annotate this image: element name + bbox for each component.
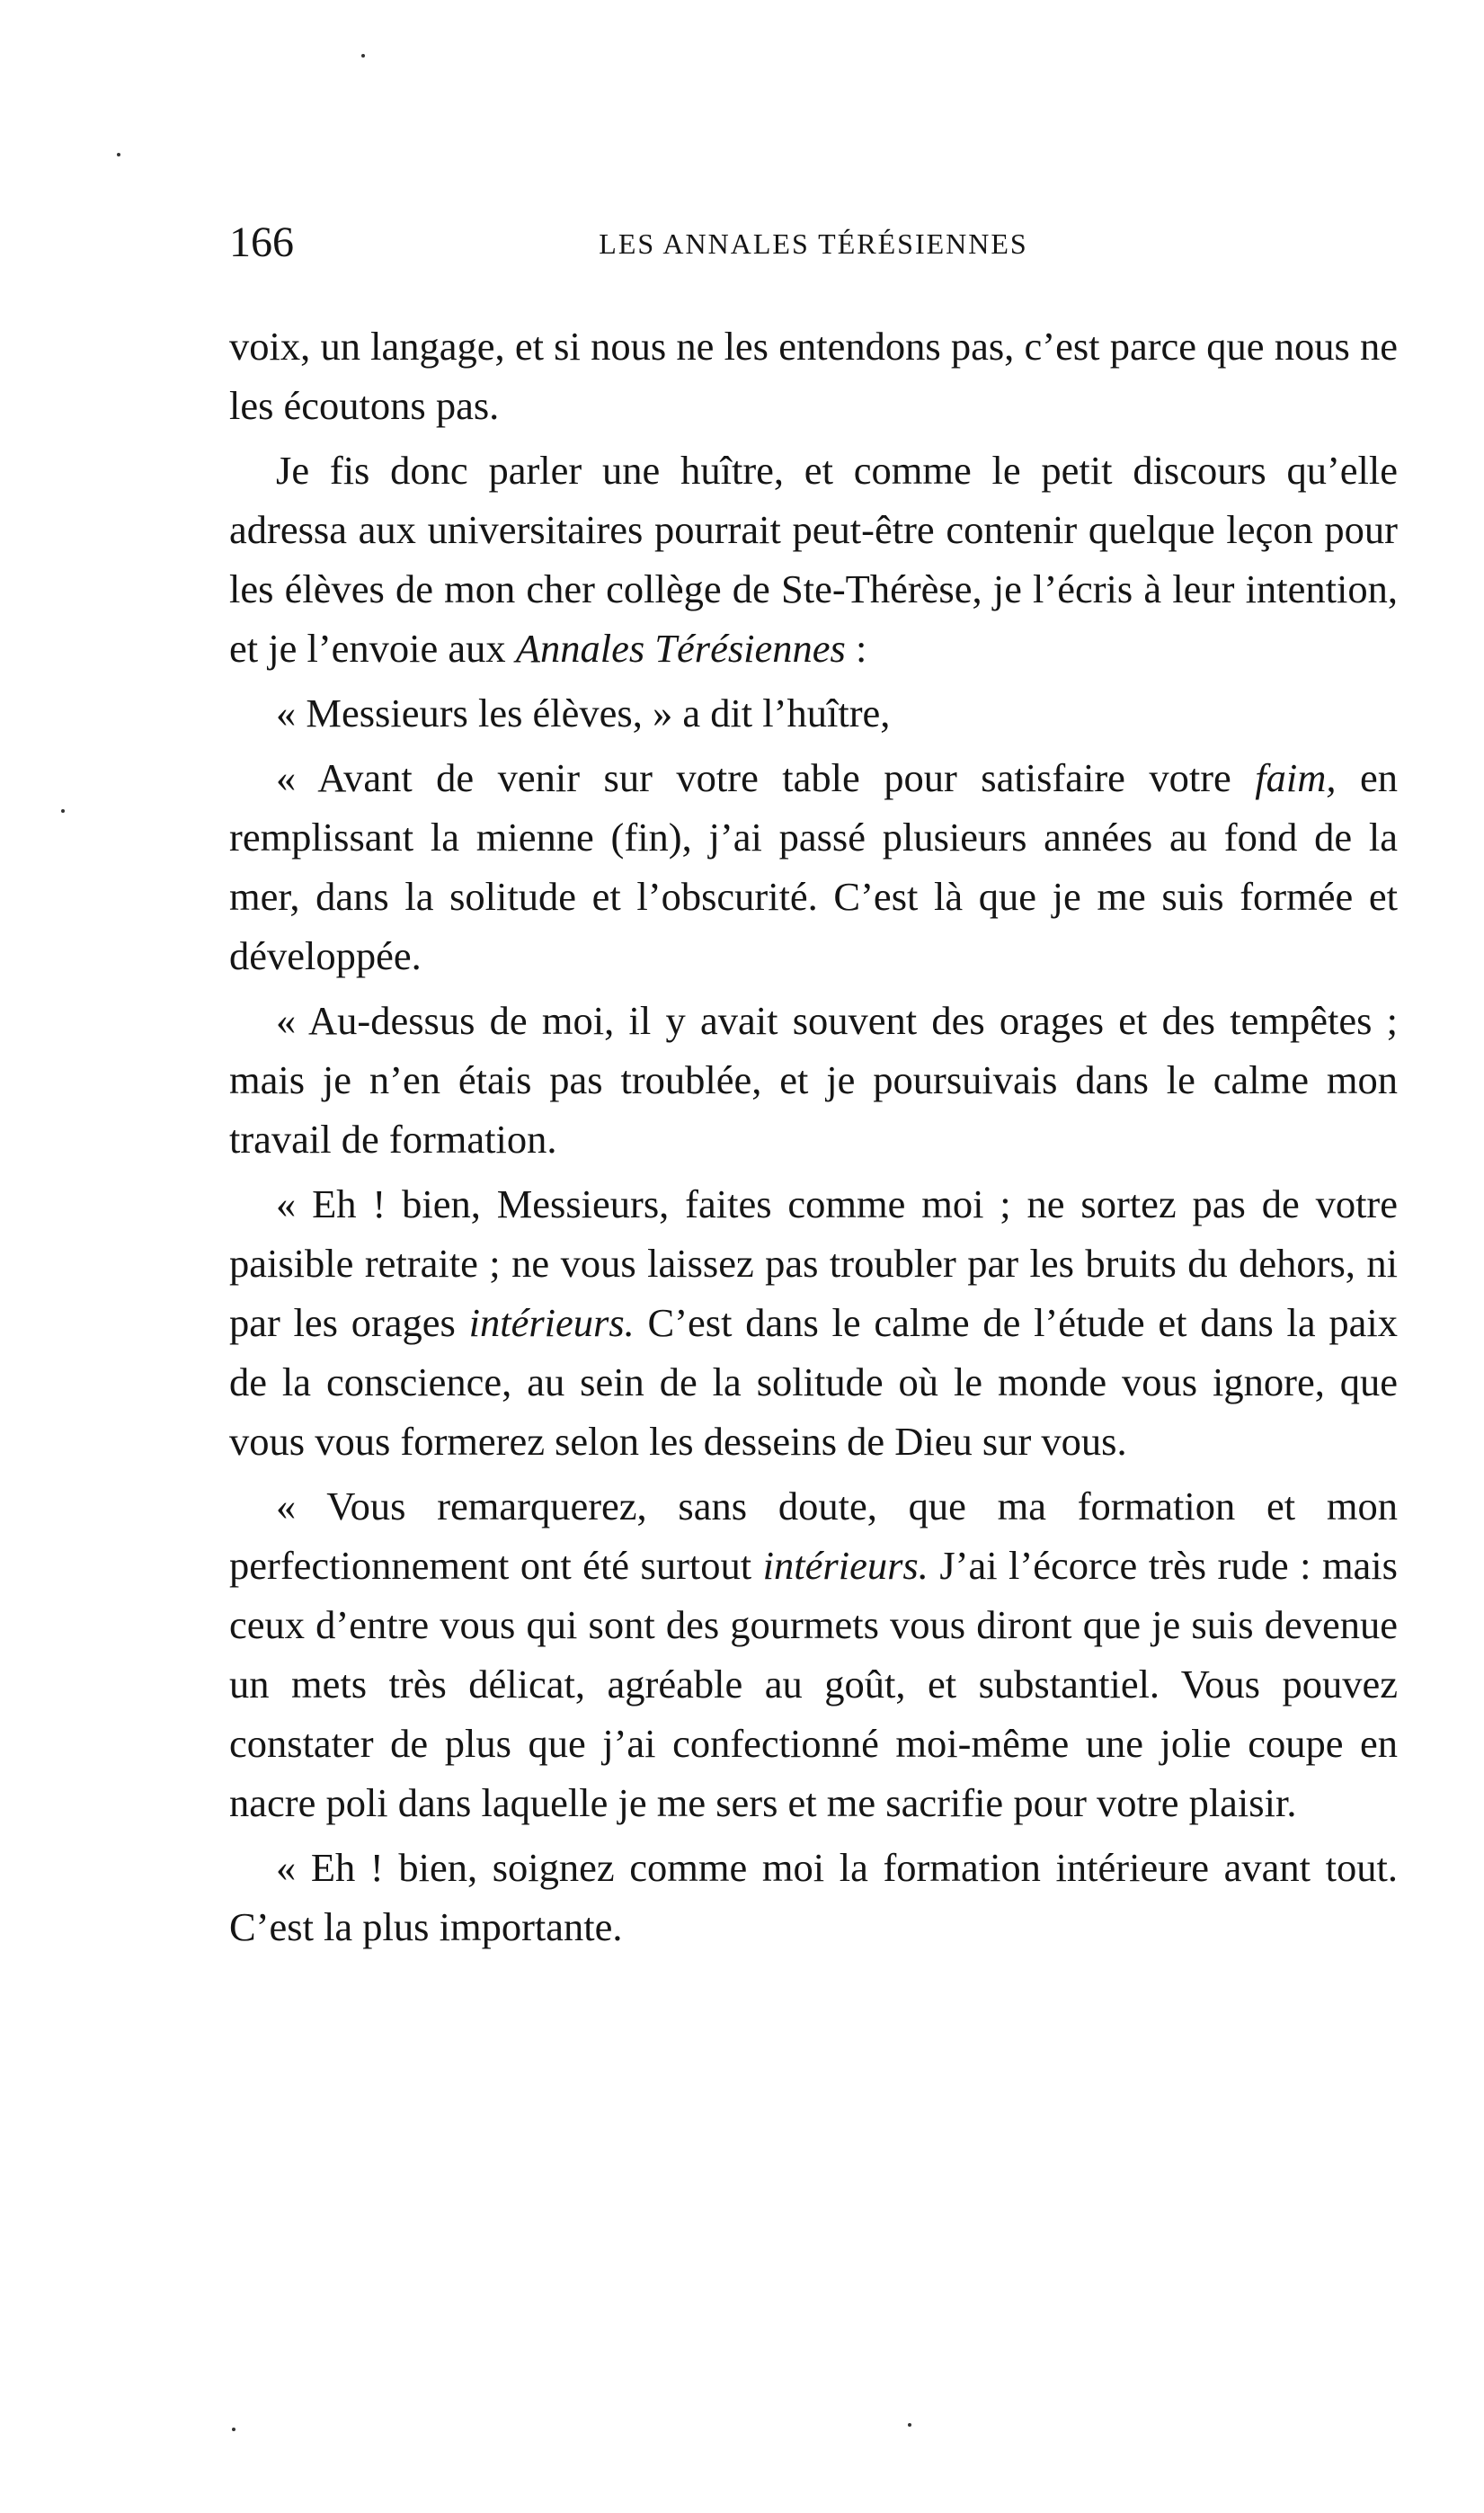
paragraph-oyster-1: [229, 748, 1398, 985]
body-text: [229, 316, 1398, 1962]
paragraph-text: « Eh ! bien, Messieurs, faites comme moi ; ne sortez pas de votre paisible retraite ; ne vous laissez pas troubler par les bruits du dehors, ni par les orages: [229, 1181, 1398, 1345]
italic-word: intérieurs.: [762, 1543, 929, 1588]
paragraph-text: en remplissant la mienne (fin), j’ai passé plusieurs années au fond de la mer, dans la solitude et l’obscurité. C’est là que je me suis formée et développée.: [229, 755, 1398, 978]
scan-speck: [61, 809, 65, 813]
paragraph-address: « Messieurs les élèves, » a dit l’huître,: [276, 691, 891, 735]
paragraph-oyster-5: « Eh ! bien, soignez comme moi la formation intérieure avant tout. C’est la plus importante.: [229, 1845, 1398, 1949]
paragraph-text: Je fis donc parler une huître, et comme le petit discours qu’elle adressa aux universitaires pourrait peut-être contenir quelque leçon pour les élèves de mon cher collège de Ste-Thérèse, je l’écris à leur intention, et je l’envoie aux: [229, 448, 1398, 671]
scan-speck: [117, 153, 120, 156]
paragraph-text: C’est dans le calme de l’étude et dans la paix de la conscience, au sein de la solitude où le monde vous ignore, que vous vous formerez selon les desseins de Dieu sur vous.: [229, 1300, 1398, 1464]
paragraph-text: J’ai l’écorce très rude : mais ceux d’entre vous qui sont des gourmets vous diront que je suis devenue un mets très délicat, agréable au goût, et substantiel. Vous pouvez constater de plus que j’ai confectionné moi-même une jolie coupe en nacre poli dans laquelle je me sers et me sacrifie pour votre plaisir.: [229, 1543, 1398, 1825]
paragraph-text: « Avant de venir sur votre table pour satisfaire votre: [276, 755, 1256, 800]
paragraph-continuation: voix, un langage, et si nous ne les entendons pas, c’est parce que nous ne les écoutons pas.: [229, 324, 1398, 428]
scan-speck: [361, 54, 365, 58]
italic-word: intérieurs.: [468, 1300, 635, 1345]
paragraph-text: :: [845, 626, 867, 671]
scan-speck: [232, 2428, 235, 2431]
paragraph-oyster-3: [229, 1174, 1398, 1471]
italic-title: Annales Térésiennes: [515, 626, 846, 671]
page-header: [229, 216, 1398, 270]
paragraph-oyster-4: [229, 1476, 1398, 1832]
paragraph-intro: [229, 441, 1398, 678]
page-number: 166: [229, 218, 294, 266]
running-title: LES ANNALES TÉRÉSIENNES: [599, 227, 1028, 260]
scan-speck: [908, 2423, 911, 2427]
paragraph-text: « Vous remarquerez, sans doute, que ma formation et mon perfectionnement ont été surtout: [229, 1484, 1398, 1588]
italic-word: faim,: [1255, 755, 1337, 800]
paragraph-oyster-2: « Au-dessus de moi, il y avait souvent des orages et des tempêtes ; mais je n’en étais pas troublée, et je poursuivais dans le calme mon travail de formation.: [229, 998, 1398, 1162]
